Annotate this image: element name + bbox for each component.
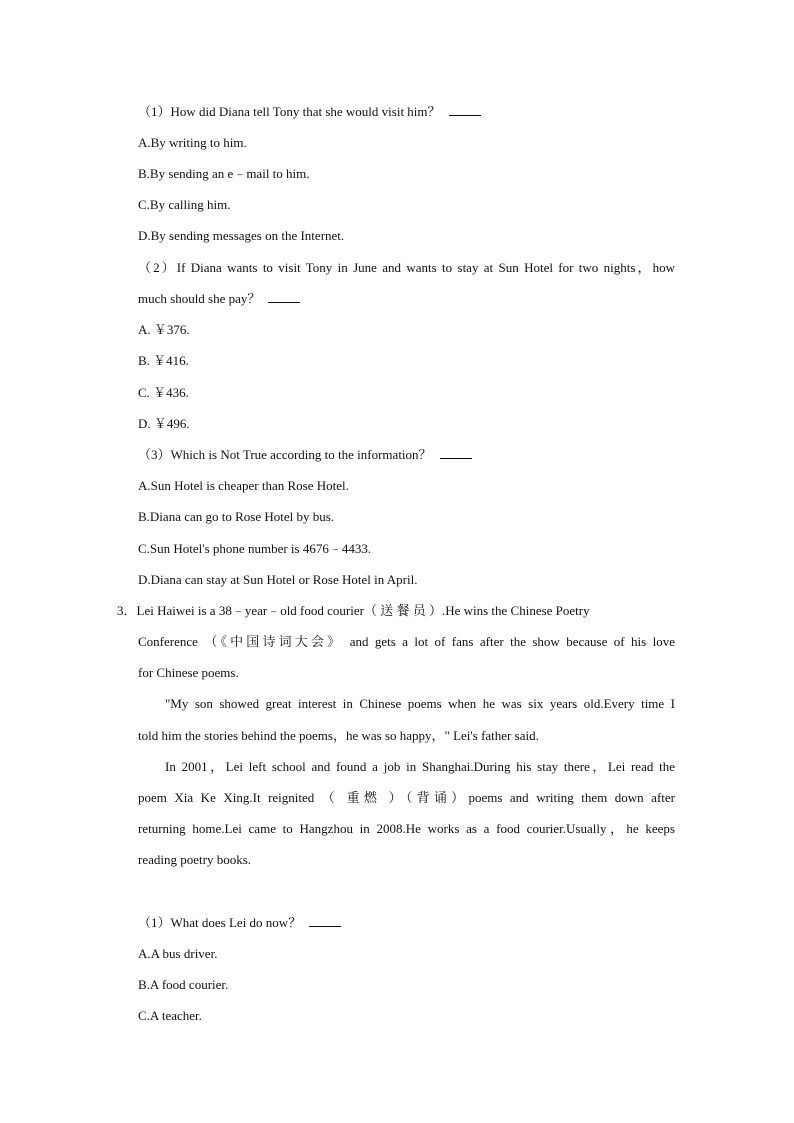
question-text: （1）How did Diana tell Tony that she would visit him？ bbox=[138, 104, 441, 119]
passage-3-para3-line3: returning home.Lei came to Hangzhou in 2008.He works as a food courier.Usually，he keeps bbox=[138, 821, 675, 836]
question-3-1-stem bbox=[138, 915, 675, 931]
option-2-2-c: C. ￥436. bbox=[138, 385, 189, 400]
option-2-3-d: D.Diana can stay at Sun Hotel or Rose Hotel in April. bbox=[138, 572, 418, 587]
option-2-2-d: D. ￥496. bbox=[138, 416, 190, 431]
question-text: much should she pay？ bbox=[138, 291, 261, 306]
question-2-2-stem-line1: （2）If Diana wants to visit Tony in June and wants to stay at Sun Hotel for two nights，how bbox=[138, 260, 675, 275]
passage-3-para2-line2: told him the stories behind the poems，he was so happy，" Lei's father said. bbox=[138, 728, 539, 743]
option-2-1-d: D.By sending messages on the Internet. bbox=[138, 228, 345, 243]
option-2-1-c: C.By calling him. bbox=[138, 197, 231, 212]
option-2-3-b: B.Diana can go to Rose Hotel by bus. bbox=[138, 509, 335, 524]
passage-3-para3-line1: In 2001，Lei left school and found a job in Shanghai.During his stay there，Lei read the bbox=[165, 759, 675, 774]
question-number: 3． bbox=[117, 603, 137, 618]
passage-3-para2-line1: "My son showed great interest in Chinese poems when he was six years old.Every time I bbox=[165, 696, 675, 711]
question-2-2-stem-line2 bbox=[138, 291, 675, 307]
option-2-1-a: A.By writing to him. bbox=[138, 135, 247, 150]
answer-blank bbox=[268, 291, 300, 303]
answer-blank bbox=[309, 915, 341, 927]
option-2-2-a: A. ￥376. bbox=[138, 322, 190, 337]
option-3-1-c: C.A teacher. bbox=[138, 1008, 202, 1023]
question-2-3-stem bbox=[138, 447, 675, 463]
option-2-1-b: B.By sending an e﹣mail to him. bbox=[138, 166, 310, 181]
passage-text: Lei Haiwei is a 38﹣year﹣old food courier（ 送 餐 员 ）.He wins the Chinese Poetry bbox=[136, 603, 590, 618]
question-2-1-stem bbox=[138, 104, 675, 120]
option-2-3-a: A.Sun Hotel is cheaper than Rose Hotel. bbox=[138, 478, 349, 493]
passage-3-para3-line2: poem Xia Ke Xing.It reignited （ 重燃 ）（背诵）poems and writing them down after bbox=[138, 790, 675, 805]
passage-3-line1 bbox=[117, 603, 675, 619]
option-2-2-b: B. ￥416. bbox=[138, 353, 189, 368]
passage-3-line3: for Chinese poems. bbox=[138, 665, 239, 680]
option-3-1-b: B.A food courier. bbox=[138, 977, 229, 992]
answer-blank bbox=[440, 447, 472, 459]
option-2-3-c: C.Sun Hotel's phone number is 4676﹣4433. bbox=[138, 541, 372, 556]
passage-3-para3-line4: reading poetry books. bbox=[138, 852, 252, 867]
passage-3-line2: Conference （《中国诗词大会》 and gets a lot of fans after the show because of his love bbox=[138, 634, 675, 649]
question-text: （1）What does Lei do now？ bbox=[138, 915, 302, 930]
question-text: （3）Which is Not True according to the information？ bbox=[138, 447, 432, 462]
option-3-1-a: A.A bus driver. bbox=[138, 946, 218, 961]
answer-blank bbox=[449, 104, 481, 116]
